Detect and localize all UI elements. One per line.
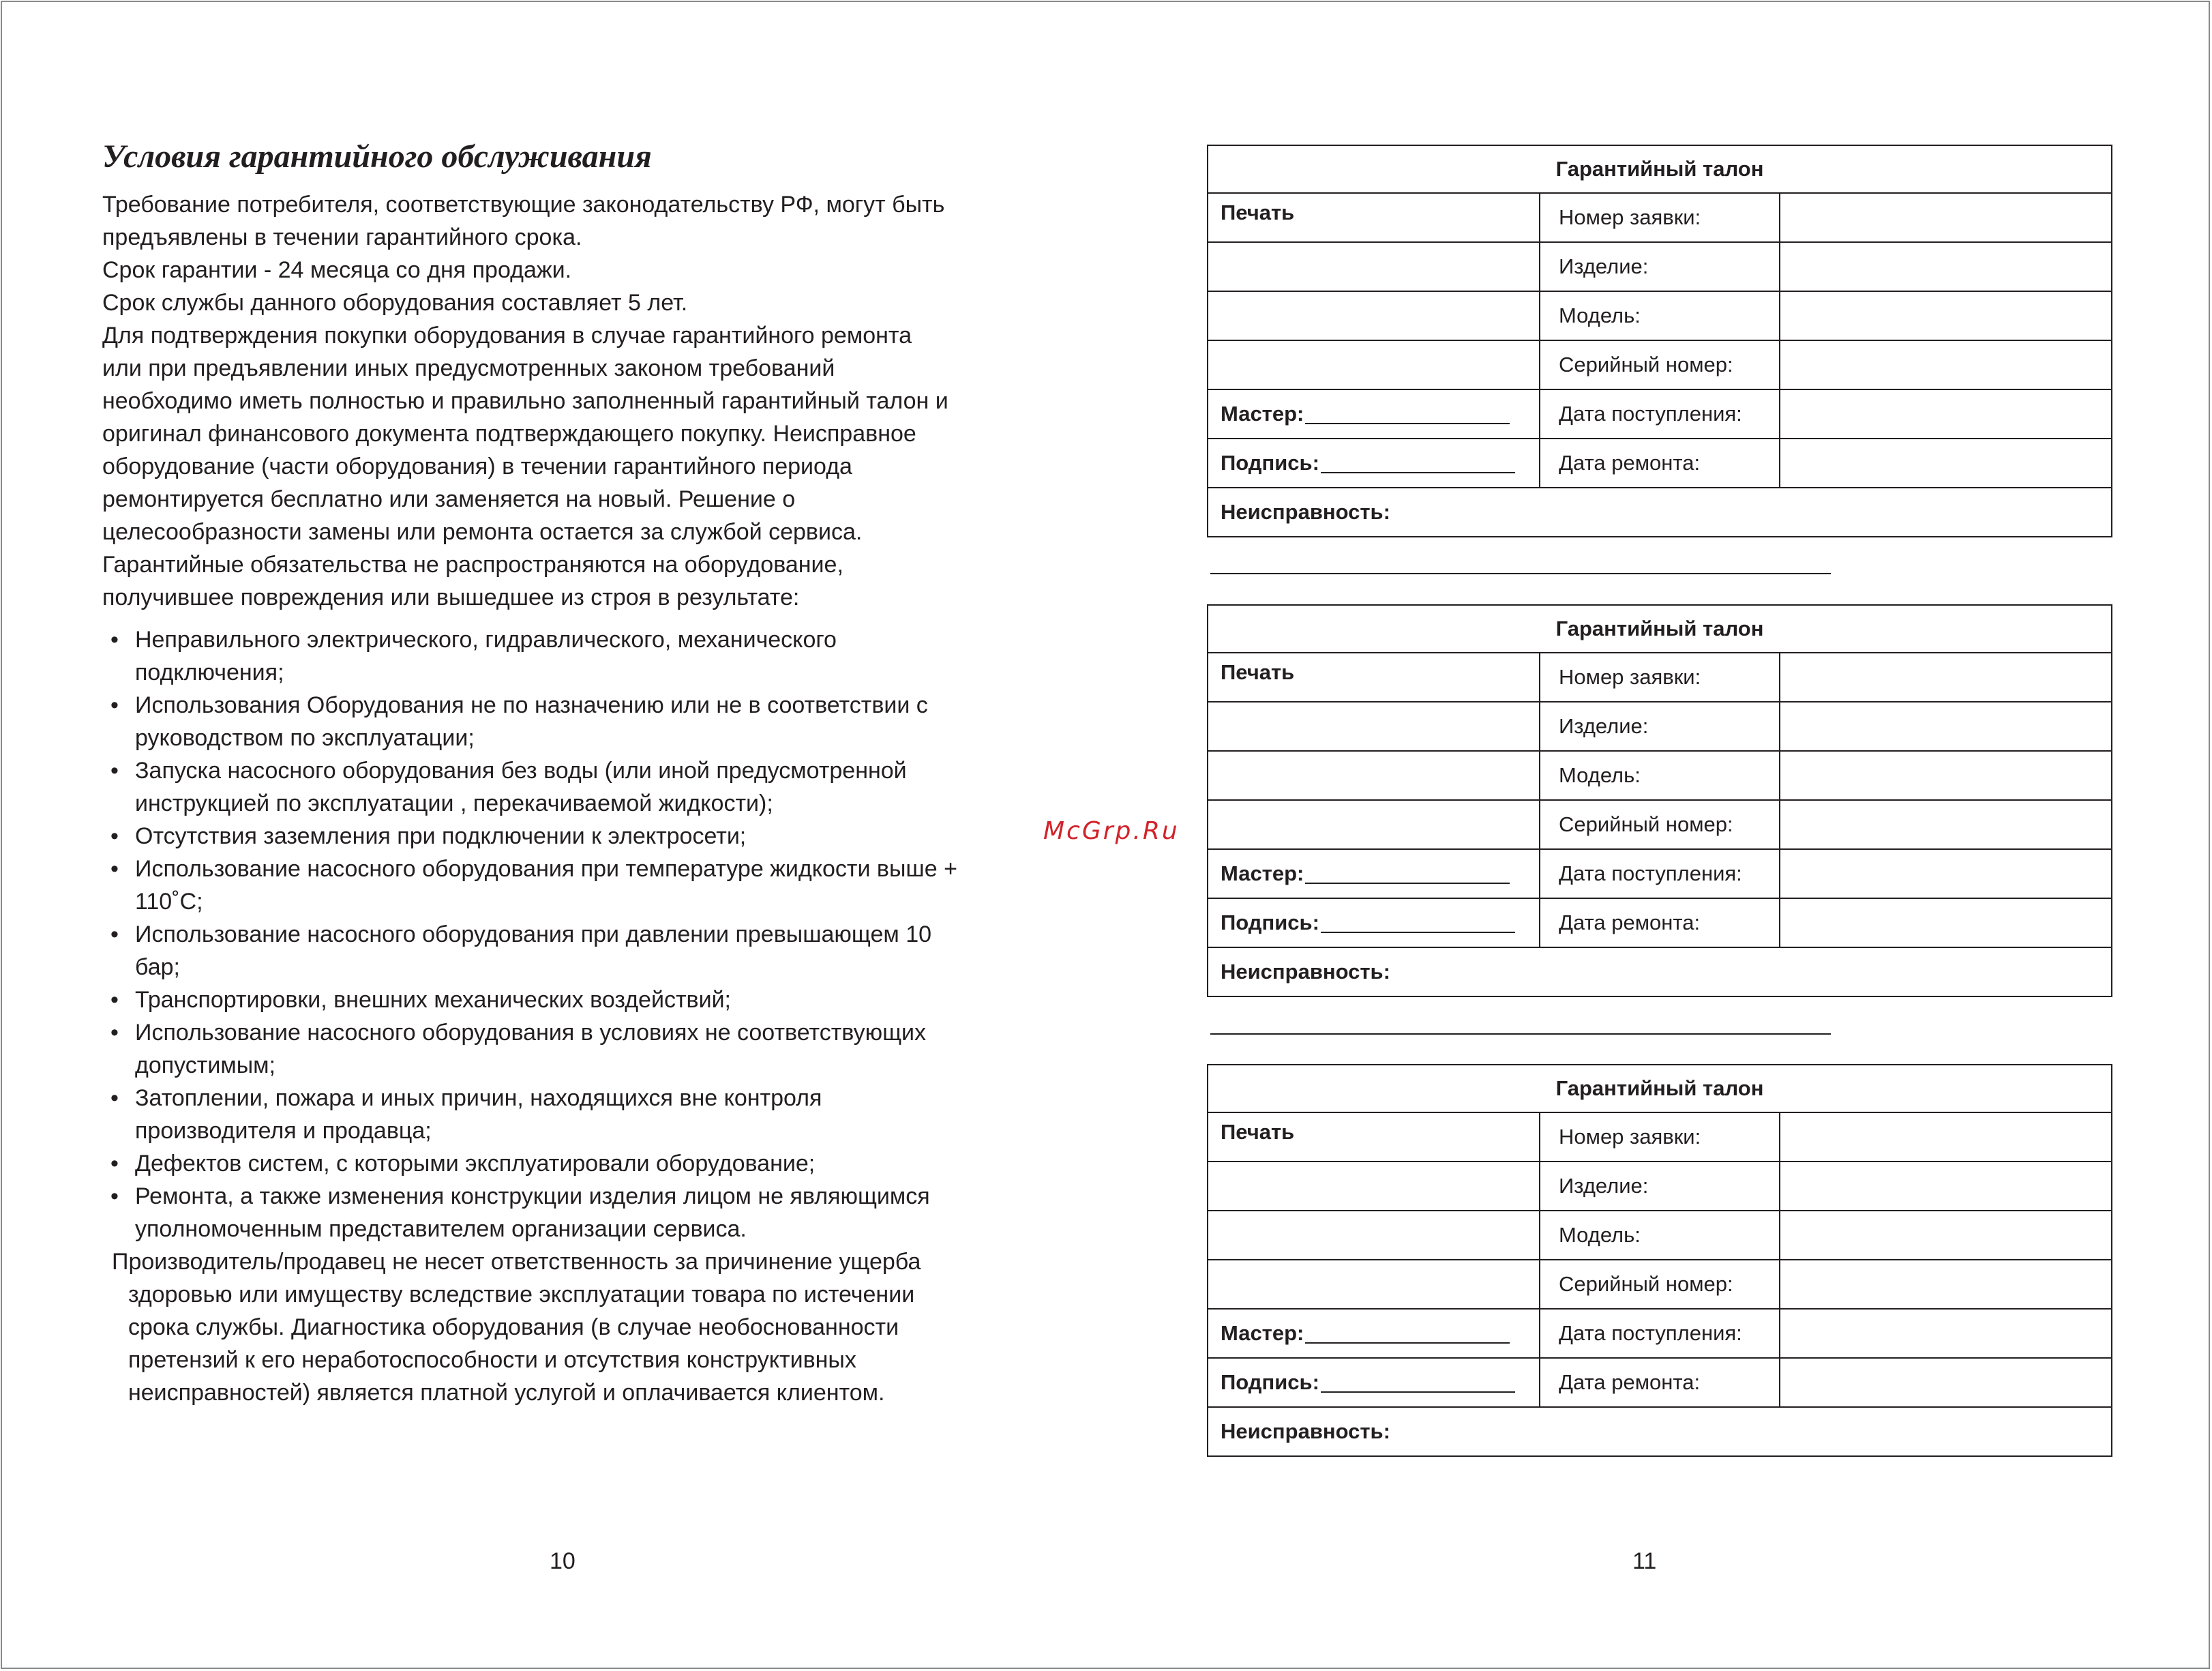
field-label: Номер заявки:: [1540, 653, 1780, 701]
bullet-icon: •: [110, 1085, 119, 1111]
field-value[interactable]: [1780, 1113, 2111, 1161]
list-item: [110, 984, 1009, 1016]
stamp-label: Печать: [1208, 1113, 1540, 1161]
master-field[interactable]: [1208, 390, 1540, 438]
intro-line: Срок службы данного оборудования составляет 5 лет.: [102, 290, 688, 316]
field-label: Серийный номер:: [1540, 341, 1780, 389]
card-row: [1208, 799, 2111, 848]
field-value[interactable]: [1780, 850, 2111, 898]
bullet-icon: •: [110, 1020, 119, 1046]
field-value[interactable]: [1780, 899, 2111, 947]
list-item-line: Использования Оборудования не по назначению или не в соответствии с: [135, 692, 928, 718]
field-label: Номер заявки:: [1540, 1113, 1780, 1161]
intro-line: ремонтируется бесплатно или заменяется на новый. Решение о: [102, 486, 796, 512]
field-value[interactable]: [1780, 1260, 2111, 1308]
field-label: Дата поступления:: [1540, 850, 1780, 898]
exclusions-list: [102, 623, 1009, 1245]
bullet-icon: •: [110, 856, 119, 882]
master-label: Мастер:: [1221, 1321, 1304, 1345]
field-label: Изделие:: [1540, 703, 1780, 750]
warranty-card: [1207, 604, 2112, 997]
field-label: Изделие:: [1540, 1162, 1780, 1210]
master-field[interactable]: [1208, 850, 1540, 898]
closing-line: Производитель/продавец не несет ответственность за причинение ущерба: [112, 1249, 921, 1275]
card-row: [1208, 1112, 2111, 1161]
list-item: [110, 623, 1009, 689]
closing-line: здоровью или имуществу вследствие эксплуатации товара по истечении: [128, 1282, 915, 1307]
fault-label: Неисправность:: [1221, 500, 1390, 524]
field-value[interactable]: [1780, 292, 2111, 340]
stamp-area: [1208, 752, 1540, 799]
list-item: [110, 1147, 1009, 1180]
field-value[interactable]: [1780, 801, 2111, 848]
bullet-icon: •: [110, 921, 119, 947]
list-item-line: подключения;: [135, 660, 284, 685]
list-item-line: Неправильного электрического, гидравлического, механического: [135, 627, 837, 653]
card-row: [1208, 438, 2111, 487]
list-item: [110, 1180, 1009, 1245]
card-title: Гарантийный талон: [1555, 1076, 1764, 1100]
card-row: [1208, 192, 2111, 241]
list-item-line: Ремонта, а также изменения конструкции изделия лицом не являющимся: [135, 1183, 930, 1209]
card-row: [1208, 848, 2111, 898]
list-item-line: Использование насосного оборудования при температуре жидкости выше +: [135, 856, 957, 882]
cut-line: [1210, 1033, 1831, 1035]
intro-text: [102, 188, 1009, 614]
stamp-area: [1208, 243, 1540, 291]
signature-line[interactable]: [1321, 453, 1515, 473]
list-item-line: Транспортировки, внешних механических воздействий;: [135, 987, 732, 1013]
list-item-line: Использование насосного оборудования при давлении превышающем 10: [135, 921, 932, 947]
list-item-line: Дефектов систем, с которыми эксплуатировали оборудование;: [135, 1151, 816, 1177]
stamp-label: Печать: [1208, 653, 1540, 701]
signature-field[interactable]: [1208, 899, 1540, 947]
stamp-area: [1208, 801, 1540, 848]
stamp-area: [1208, 1162, 1540, 1210]
master-label: Мастер:: [1221, 861, 1304, 885]
intro-line: Гарантийные обязательства не распространяются на оборудование,: [102, 552, 843, 578]
card-row: [1208, 340, 2111, 389]
field-label: Номер заявки:: [1540, 194, 1780, 241]
stamp-area: [1208, 703, 1540, 750]
intro-line: или при предъявлении иных предусмотренных законом требований: [102, 355, 835, 381]
list-item-line: бар;: [135, 954, 180, 980]
page-number-left: 10: [550, 1548, 576, 1574]
card-row: [1208, 291, 2111, 340]
card-row: [1208, 1357, 2111, 1406]
card-row: [1208, 1308, 2111, 1357]
field-label: Серийный номер:: [1540, 801, 1780, 848]
list-item-line: уполномоченным представителем организации сервиса.: [135, 1216, 747, 1242]
closing-text: [102, 1245, 1009, 1409]
intro-line: Требование потребителя, соответствующие законодательству РФ, могут быть: [102, 192, 945, 218]
closing-line: претензий к его неработоспособности и отсутствия конструктивных: [128, 1347, 856, 1373]
list-item: [110, 754, 1009, 820]
list-item-line: производителя и продавца;: [135, 1118, 432, 1144]
fault-label: Неисправность:: [1221, 960, 1390, 984]
card-row: [1208, 652, 2111, 701]
watermark: McGrp.Ru: [1043, 817, 1180, 845]
intro-line: целесообразности замены или ремонта остается за службой сервиса.: [102, 519, 863, 545]
list-item: [110, 820, 1009, 853]
page-title: Условия гарантийного обслуживания: [102, 138, 652, 175]
card-row: [1208, 1259, 2111, 1308]
signature-label: Подпись:: [1221, 451, 1319, 475]
bullet-icon: •: [110, 1183, 119, 1209]
field-label: Дата поступления:: [1540, 1310, 1780, 1357]
list-item-line: Использование насосного оборудования в условиях не соответствующих: [135, 1020, 927, 1046]
field-value[interactable]: [1780, 1359, 2111, 1406]
intro-line: Срок гарантии - 24 месяца со дня продажи.: [102, 257, 572, 283]
signature-field[interactable]: [1208, 439, 1540, 487]
warranty-card: [1207, 145, 2112, 537]
bullet-icon: •: [110, 987, 119, 1013]
list-item: [110, 689, 1009, 754]
signature-line[interactable]: [1321, 1372, 1515, 1393]
card-row: [1208, 1210, 2111, 1259]
stamp-area: [1208, 341, 1540, 389]
field-value[interactable]: [1780, 703, 2111, 750]
field-value[interactable]: [1780, 1162, 2111, 1210]
field-label: Изделие:: [1540, 243, 1780, 291]
cut-line: [1210, 573, 1831, 574]
master-field[interactable]: [1208, 1310, 1540, 1357]
fault-field[interactable]: [1208, 1406, 2111, 1455]
bullet-icon: •: [110, 758, 119, 784]
bullet-icon: •: [110, 692, 119, 718]
fault-field[interactable]: [1208, 487, 2111, 536]
master-signature-line[interactable]: [1305, 404, 1510, 424]
intro-line: оборудование (части оборудования) в течении гарантийного периода: [102, 454, 852, 479]
master-label: Мастер:: [1221, 402, 1304, 426]
field-label: Модель:: [1540, 1211, 1780, 1259]
field-label: Серийный номер:: [1540, 1260, 1780, 1308]
list-item-line: руководством по эксплуатации;: [135, 725, 475, 751]
intro-line: оригинал финансового документа подтверждающего покупку. Неисправное: [102, 421, 916, 447]
closing-line: срока службы. Диагностика оборудования (в случае необоснованности: [128, 1314, 899, 1340]
card-row: [1208, 241, 2111, 291]
field-value[interactable]: [1780, 439, 2111, 487]
list-item-line: Отсутствия заземления при подключении к электросети;: [135, 823, 747, 849]
field-label: Дата ремонта:: [1540, 439, 1780, 487]
list-item: [110, 1082, 1009, 1147]
card-row: [1208, 701, 2111, 750]
signature-line[interactable]: [1321, 913, 1515, 933]
list-item: [110, 1016, 1009, 1082]
master-signature-line[interactable]: [1305, 863, 1510, 884]
card-title: Гарантийный талон: [1555, 157, 1764, 181]
intro-line: необходимо иметь полностью и правильно заполненный гарантийный талон и: [102, 388, 948, 414]
field-value[interactable]: [1780, 1211, 2111, 1259]
card-row: [1208, 1161, 2111, 1210]
list-item: [110, 918, 1009, 984]
list-item-line: Затоплении, пожара и иных причин, находящихся вне контроля: [135, 1085, 822, 1111]
field-value[interactable]: [1780, 653, 2111, 701]
card-row: [1208, 389, 2111, 438]
bullet-icon: •: [110, 823, 119, 849]
signature-field[interactable]: [1208, 1359, 1540, 1406]
field-value[interactable]: [1780, 341, 2111, 389]
intro-line: получившее повреждения или вышедшее из строя в результате:: [102, 585, 800, 610]
list-item-line: инструкцией по эксплуатации , перекачиваемой жидкости);: [135, 790, 773, 816]
card-title: Гарантийный талон: [1555, 617, 1764, 640]
card-row: [1208, 750, 2111, 799]
field-label: Дата ремонта:: [1540, 899, 1780, 947]
closing-line: неисправностей) является платной услугой и оплачивается клиентом.: [128, 1380, 885, 1406]
bullet-icon: •: [110, 627, 119, 653]
field-label: Модель:: [1540, 292, 1780, 340]
stamp-area: [1208, 292, 1540, 340]
field-label: Дата поступления:: [1540, 390, 1780, 438]
stamp-area: [1208, 1211, 1540, 1259]
intro-line: Для подтверждения покупки оборудования в случае гарантийного ремонта: [102, 323, 912, 349]
field-value[interactable]: [1780, 243, 2111, 291]
field-value[interactable]: [1780, 194, 2111, 241]
signature-label: Подпись:: [1221, 1370, 1319, 1394]
list-item-line: 110˚C;: [135, 889, 203, 915]
stamp-label: Печать: [1208, 194, 1540, 241]
field-value[interactable]: [1780, 752, 2111, 799]
fault-label: Неисправность:: [1221, 1419, 1390, 1443]
field-value[interactable]: [1780, 390, 2111, 438]
field-value[interactable]: [1780, 1310, 2111, 1357]
field-label: Модель:: [1540, 752, 1780, 799]
stamp-area: [1208, 1260, 1540, 1308]
field-label: Дата ремонта:: [1540, 1359, 1780, 1406]
page-number-right: 11: [1632, 1548, 1657, 1574]
fault-field[interactable]: [1208, 947, 2111, 996]
list-item: [110, 853, 1009, 918]
warranty-card: [1207, 1064, 2112, 1457]
bullet-icon: •: [110, 1151, 119, 1177]
intro-line: предъявлены в течении гарантийного срока.: [102, 224, 582, 250]
list-item-line: допустимым;: [135, 1052, 275, 1078]
master-signature-line[interactable]: [1305, 1323, 1510, 1344]
card-row: [1208, 898, 2111, 947]
signature-label: Подпись:: [1221, 911, 1319, 934]
warranty-terms: [102, 136, 1009, 1409]
list-item-line: Запуска насосного оборудования без воды (или иной предусмотренной: [135, 758, 907, 784]
